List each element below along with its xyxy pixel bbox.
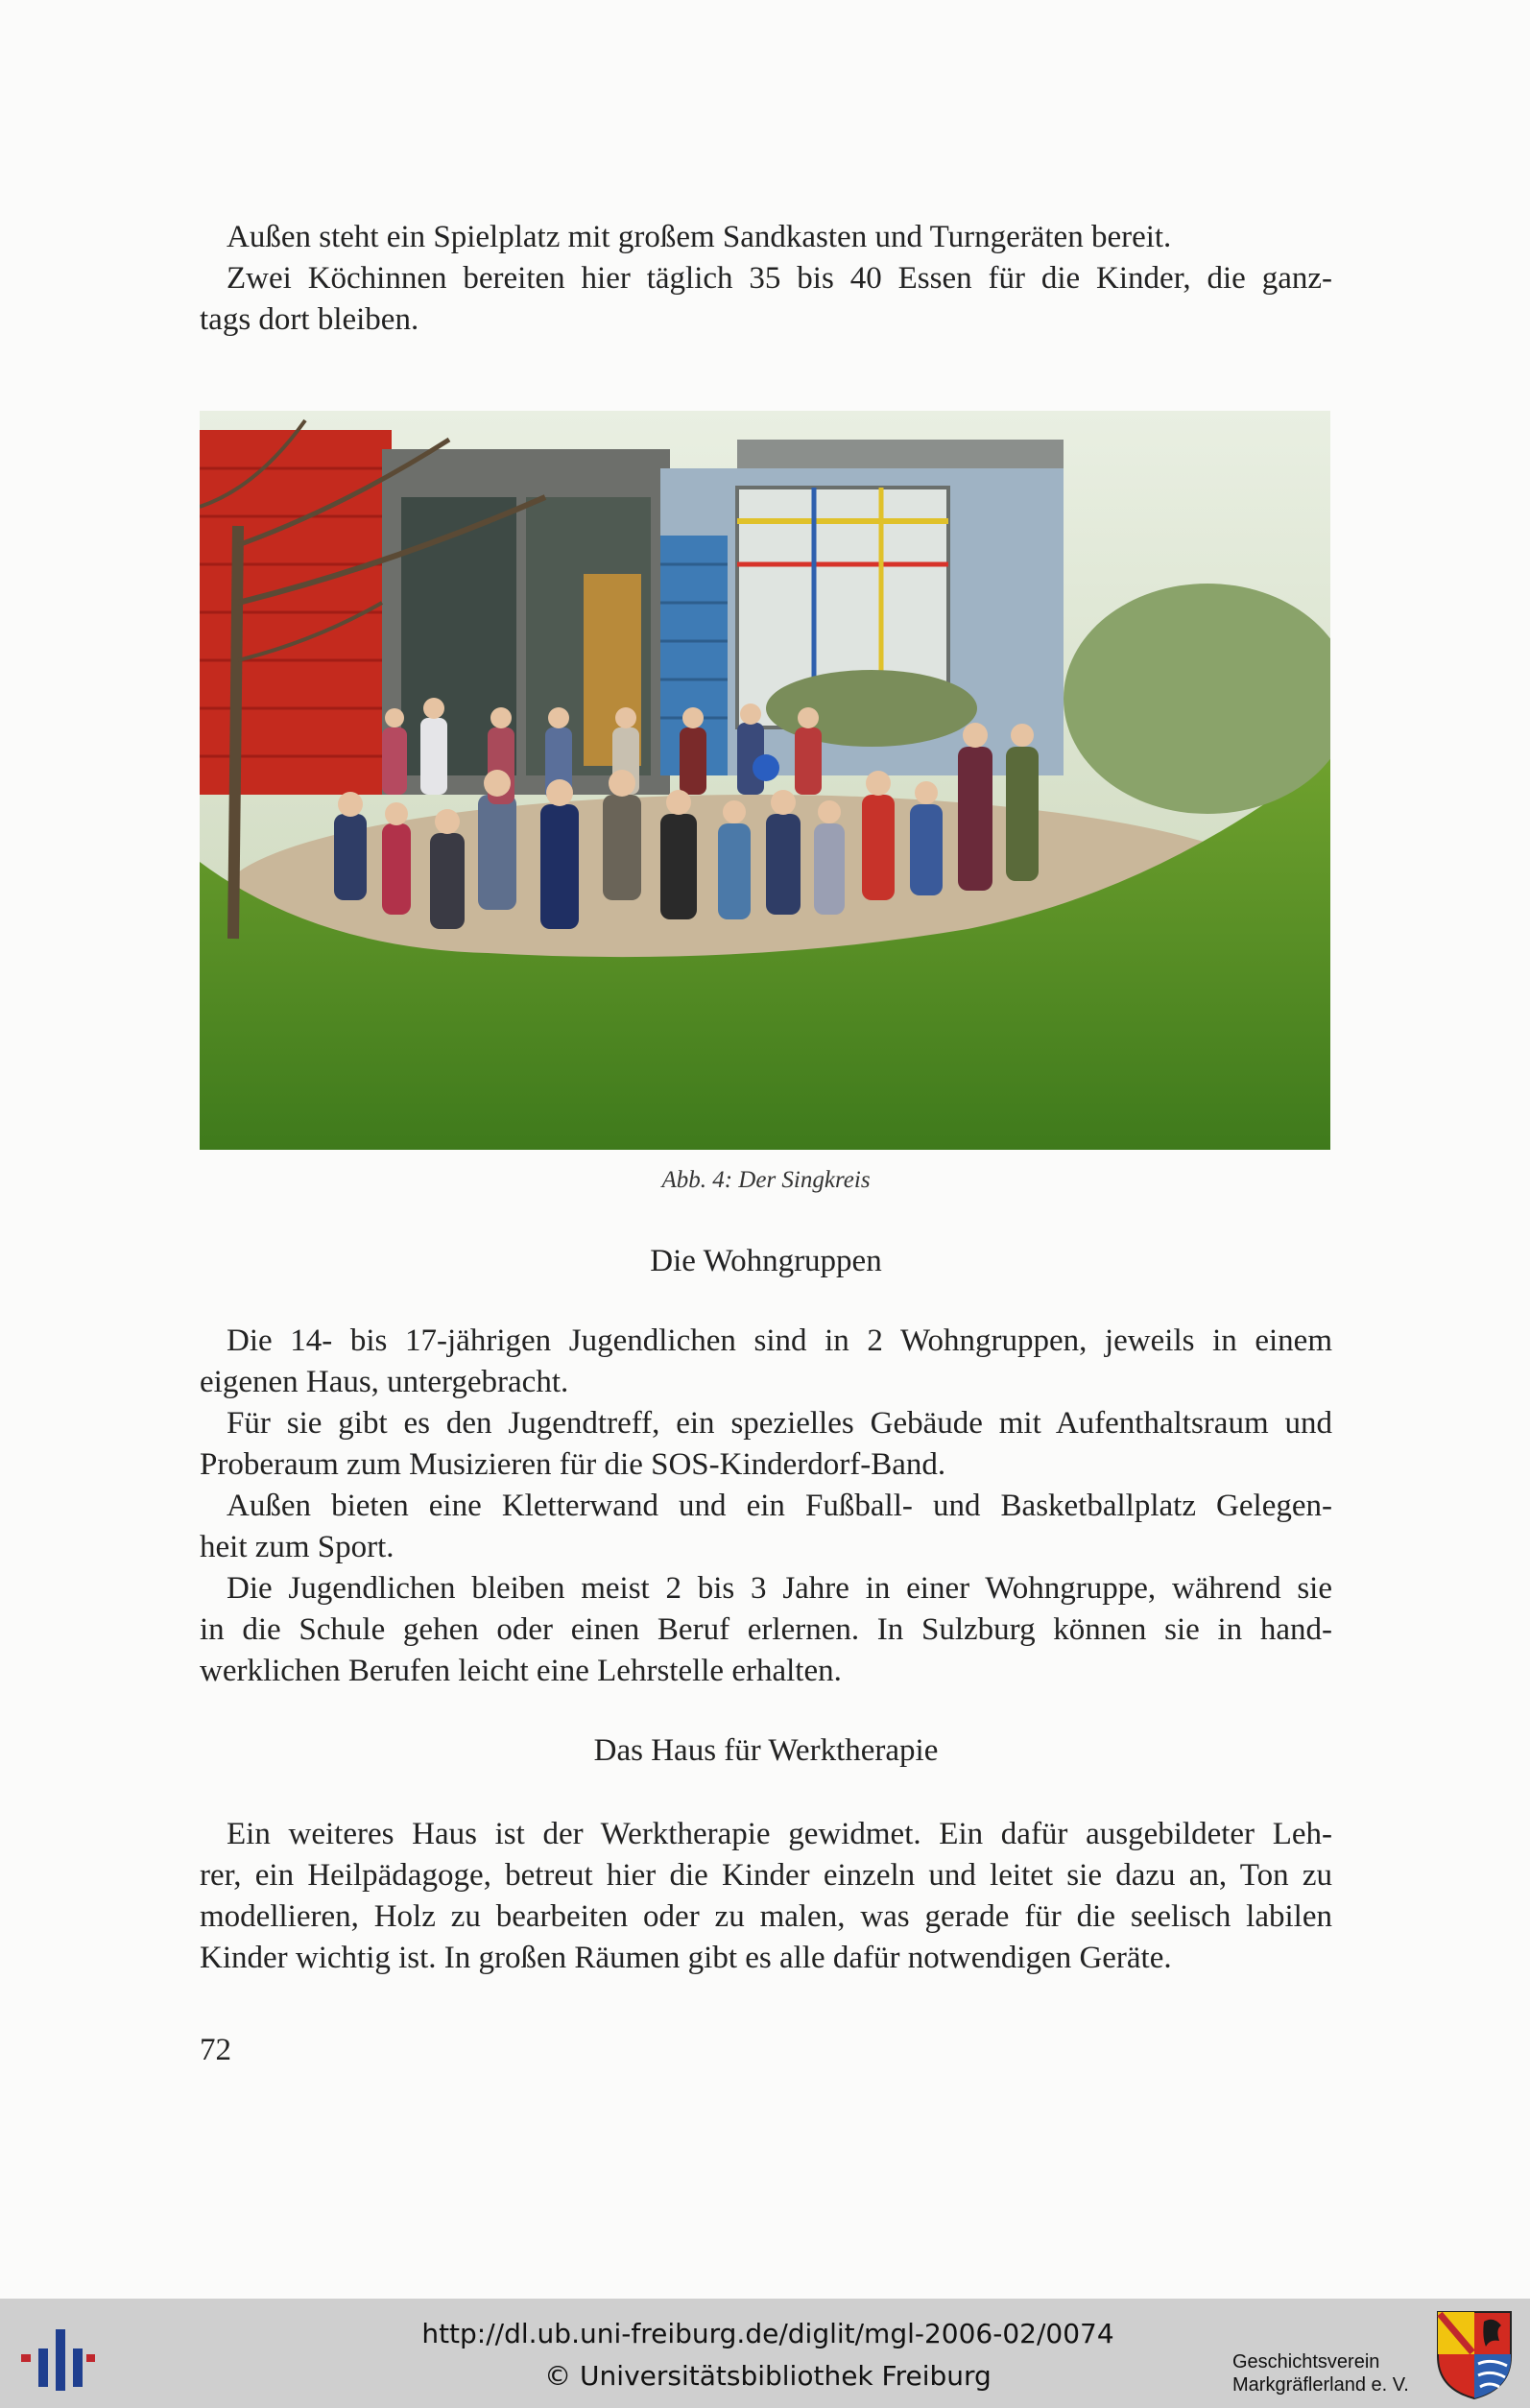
paragraph-wohngruppen-4: Die Jugendlichen bleiben meist 2 bis 3 Jahre in einer Wohngruppe, während sie in die Schule gehen oder einen Beruf erlernen. In Sulzburg können sie in hand- werklichen Berufen leicht eine Lehrstelle erhalten. [200,1571,1332,1688]
paragraph-wohngruppen-1: Die 14- bis 17-jährigen Jugendlichen sind in 2 Wohngruppen, jeweils in einem eigenen Haus, untergebracht. [200,1323,1332,1399]
section-heading-werktherapie: Das Haus für Werktherapie [593,1733,939,1768]
photo-singkreis [200,411,1330,1150]
society-line-1: Geschichtsverein [1232,2351,1380,2372]
footer-bar [0,2299,1530,2408]
paragraph-cooks: Zwei Köchinnen bereiten hier täglich 35 bis 40 Essen für die Kinder, die ganz- tags dort bleiben. [200,261,1332,337]
paragraph-werktherapie: Ein weiteres Haus ist der Werktherapie gewidmet. Ein dafür ausgebildeter Leh- rer, ein Heilpädagoge, betreut hier die Kinder einzeln und leitet sie dazu an, Ton zu modellieren, Holz zu bearbeiten oder zu malen, was gerade für die seelisch labilen Kinder wichtig ist. In großen Räumen gibt es alle dafür notwendigen Geräte. [200,1817,1332,1975]
paragraph-wohngruppen-3: Außen bieten eine Kletterwand und ein Fußball- und Basketballplatz Gelegen- heit zum Sport. [200,1489,1332,1564]
footer-copyright: © Universitätsbibliothek Freiburg [544,2360,992,2392]
ub-freiburg-logo-icon [19,2320,96,2393]
society-name [1232,2350,1409,2396]
footer-url[interactable]: http://dl.ub.uni-freiburg.de/diglit/mgl-2006-02/0074 [421,2318,1114,2349]
figure-caption: Abb. 4: Der Singkreis [661,1167,871,1193]
section-heading-wohngruppen: Die Wohngruppen [650,1244,882,1278]
coat-of-arms-icon [1434,2308,1515,2400]
children-circle-photo [200,411,1330,1150]
paragraph-wohngruppen-2: Für sie gibt es den Jugendtreff, ein spezielles Gebäude mit Aufenthaltsraum und Proberaum zum Musizieren für die SOS-Kinderdorf-Band. [200,1406,1332,1482]
page-number: 72 [200,2033,231,2067]
society-line-2: Markgräflerland e. V. [1232,2374,1409,2396]
paragraph-playground: Außen steht ein Spielplatz mit großem Sandkasten und Turngeräten bereit. [227,220,1172,254]
